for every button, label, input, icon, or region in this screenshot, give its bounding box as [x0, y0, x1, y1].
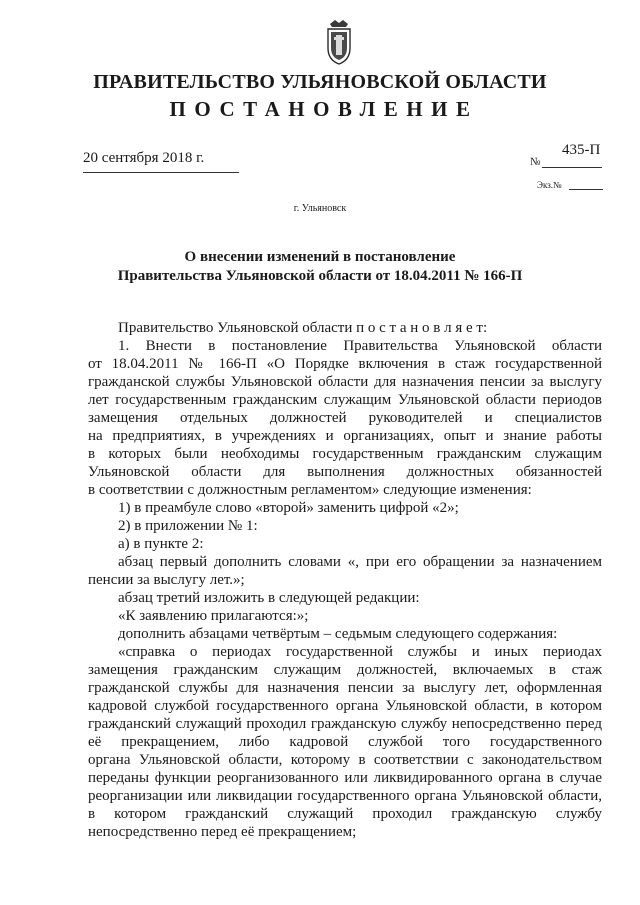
body-line: непосредственно перед её прекращением; — [88, 824, 357, 840]
body-line: лет государственным гражданским служащим Ульяновской области периодов — [88, 392, 602, 408]
body-line: дополнить абзацами четвёртым – седьмым следующего содержания: — [118, 626, 558, 642]
body-line: в котором гражданский служащий проходил гражданскую службу — [88, 806, 602, 822]
document-date: 20 сентября 2018 г. — [83, 150, 205, 166]
city-name: г. Ульяновск — [293, 203, 347, 214]
body-line: замещения отдельных должностей руководителей и специалистов — [88, 410, 602, 426]
body-line: Правительство Ульяновской области п о с т а н о в л я е т: — [118, 320, 488, 336]
body-line: в соответствии с должностным регламентом» следующие изменения: — [88, 482, 532, 498]
subject-line-1: О внесении изменений в постановление — [184, 249, 456, 265]
number-sign: № — [530, 156, 541, 168]
document-number: 435-П — [562, 142, 601, 158]
document-type: ПОСТАНОВЛЕНИЕ — [169, 97, 479, 121]
number-underline — [542, 167, 602, 168]
body-line: переданы функции реорганизованного или ликвидированного органа в случае — [88, 770, 602, 786]
body-line: «К заявлению прилагаются:»; — [118, 608, 309, 624]
date-underline — [83, 172, 239, 173]
body-line: реорганизации или ликвидации государственного органа Ульяновской области, — [88, 788, 602, 804]
body-line: абзац третий изложить в следующей редакции: — [118, 590, 420, 606]
body-line: пенсии за выслугу лет.»; — [88, 572, 245, 588]
body-line: Ульяновской области для выполнения должностных обязанностей — [88, 464, 602, 480]
subject-line-2: Правительства Ульяновской области от 18.04.2011 № 166-П — [117, 268, 523, 284]
body-line: абзац первый дополнить словами «, при его обращении за назначением — [118, 554, 602, 570]
body-line: 2) в приложении № 1: — [118, 518, 258, 534]
copy-number-underline — [569, 189, 603, 190]
document-subject — [0, 248, 640, 286]
body-line: замещения гражданским служащим должностей, включаемых в стаж — [88, 662, 602, 678]
copy-number-label: Экз.№ — [537, 180, 562, 190]
body-line: кадровой службой государственного органа Ульяновской области, в котором — [88, 698, 602, 714]
coat-of-arms-icon — [324, 18, 354, 66]
body-line: органа Ульяновской области, которому в соответствии с законодательством — [88, 752, 602, 768]
body-line: 1. Внести в постановление Правительства Ульяновской области — [118, 338, 602, 354]
body-line: от 18.04.2011 № 166-П «О Порядке включения в стаж государственной — [88, 356, 602, 372]
body-line: её прекращением, либо кадровой службой того государственного — [88, 734, 602, 750]
body-line: 1) в преамбуле слово «второй» заменить цифрой «2»; — [118, 500, 459, 516]
body-line: гражданской службы для назначения пенсии за выслугу лет, оформленная — [88, 680, 602, 696]
body-line: на предприятиях, в учреждениях и организациях, опыт и знание работы — [88, 428, 602, 444]
body-line: «справка о периодах государственной службы и иных периодах — [118, 644, 602, 660]
body-line: гражданской службы Ульяновской области для назначения пенсии за выслугу — [88, 374, 602, 390]
body-line: в которых были необходимы государственным гражданским служащим — [88, 446, 602, 462]
body-line: а) в пункте 2: — [118, 536, 204, 552]
government-title: ПРАВИТЕЛЬСТВО УЛЬЯНОВСКОЙ ОБЛАСТИ — [93, 71, 547, 93]
body-line: гражданский служащий проходил гражданскую службу непосредственно перед — [88, 716, 602, 732]
